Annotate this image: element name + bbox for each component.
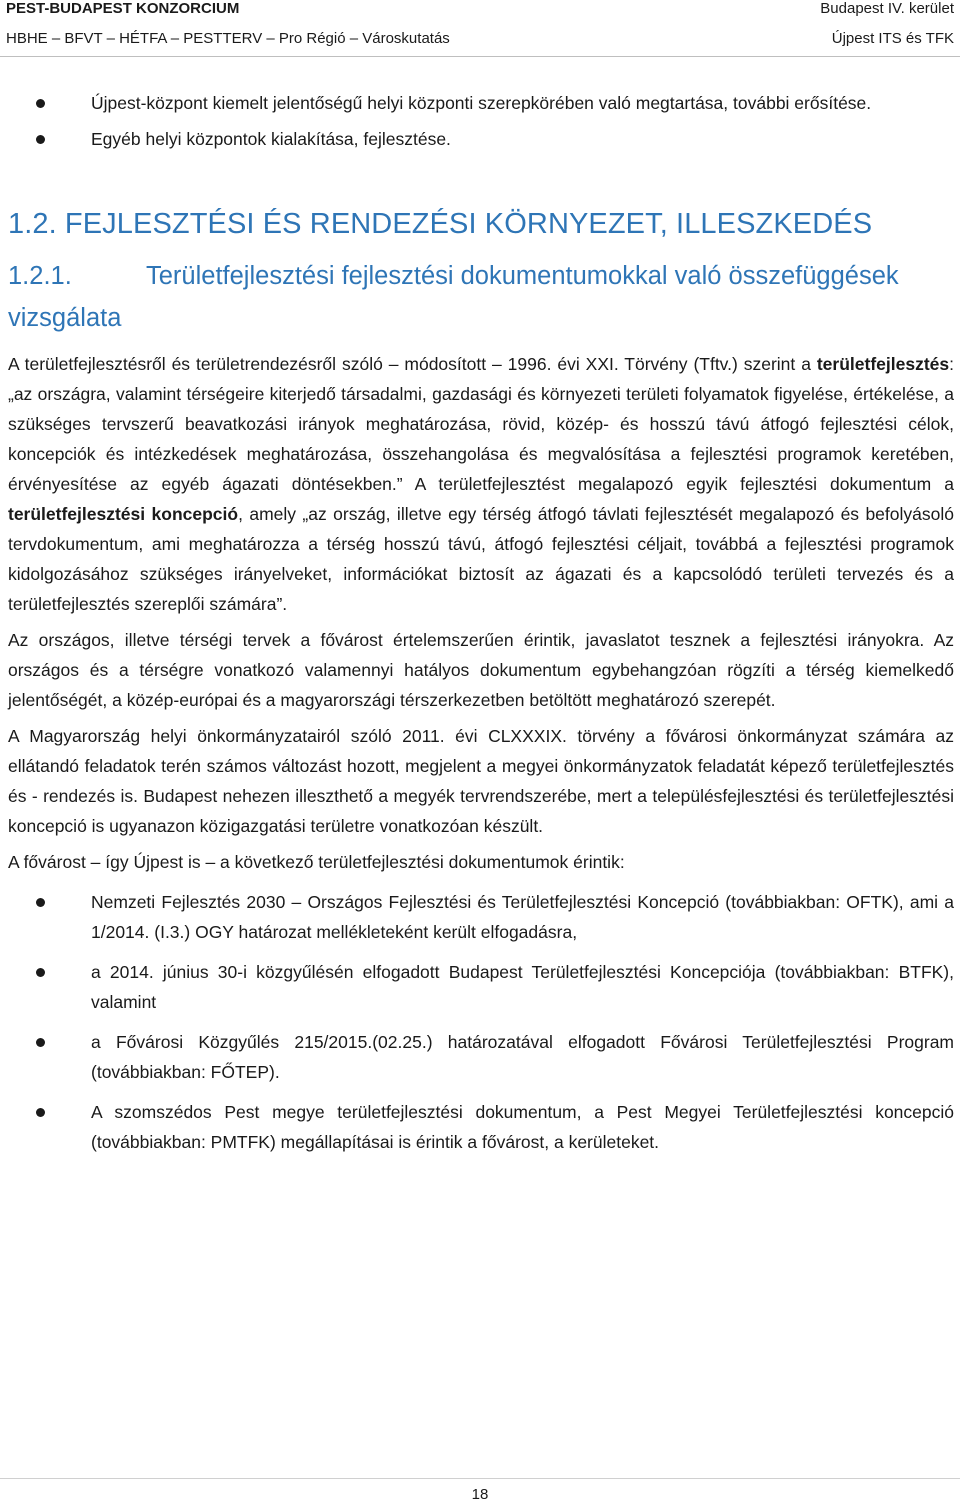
bullet-icon xyxy=(36,968,45,977)
paragraph-documents-intro: A fővárost – így Újpest is – a következő területfejlesztési dokumentumok érintik: xyxy=(8,852,625,872)
bullet-icon xyxy=(36,1038,45,1047)
list-item: a 2014. június 30-i közgyűlésén elfogadott Budapest Területfejlesztési Koncepciója (továbbiakban: BTFK), valamint xyxy=(8,957,954,1017)
bullet-icon xyxy=(36,135,45,144)
list-item: Újpest-központ kiemelt jelentőségű helyi központi szerepkörében való megtartása, további erősítése. xyxy=(8,88,954,118)
header-project: Újpest ITS és TFK xyxy=(831,30,954,47)
header-partners: HBHE – BFVT – HÉTFA – PESTTERV – Pro Régió – Városkutatás xyxy=(6,30,450,47)
bullet-icon xyxy=(36,1108,45,1117)
list-item: a Fővárosi Közgyűlés 215/2015.(02.25.) határozatával elfogadott Fővárosi Területfejlesztési Program (továbbiakban: FŐTEP). xyxy=(8,1027,954,1087)
footer-divider xyxy=(0,1478,960,1479)
subsection-number: 1.2.1. xyxy=(8,262,72,290)
header-district: Budapest IV. kerület xyxy=(820,0,954,17)
header-divider xyxy=(0,56,960,57)
subsection-heading xyxy=(8,255,954,339)
list-item: A szomszédos Pest megye területfejlesztési dokumentum, a Pest Megyei Területfejlesztési koncepció (továbbiakban: PMTFK) megállapításai is érintik a fővárost, a kerületeket. xyxy=(8,1097,954,1157)
section-heading: 1.2. FEJLESZTÉSI ÉS RENDEZÉSI KÖRNYEZET, ILLESZKEDÉS xyxy=(8,208,873,240)
list-item: Egyéb helyi központok kialakítása, fejlesztése. xyxy=(8,124,954,154)
bullet-list-top xyxy=(8,88,954,154)
page-body xyxy=(8,88,954,1167)
paragraph-tftv: A területfejlesztésről és területrendezésről szóló – módosított – 1996. évi XXI. Törvény (Tftv.) szerint a területfejlesztés: „az országra, valamint térségeire kiterjedő társadalmi, gazdasági és környezeti területi folyamatok figyelése, értékelése, a szükséges tervszerű beavatkozási irányok meghatározása, rövid, közép- és hosszú távú átfogó fejlesztési célok, koncepciók és intézkedések meghatározása, összehangolása és megvalósítása a fejlesztési programok keretében, érvényesítése az egyéb ágazati döntésekben.” A területfejlesztést megalapozó egyik fejlesztési dokumentum a területfejlesztési koncepció, amely „az ország, illetve egy térség átfogó távlati fejlesztését megalapozó és befolyásoló tervdokumentum, ami meghatározza a térség hosszú távú, átfogó fejlesztési céljait, továbbá a fejlesztési programok kidolgozásához szükséges irányelveket, információkat biztosít az ágazati és a kapcsolódó területi tervezés és a területfejlesztés szereplői számára”. xyxy=(8,354,954,614)
header-org: PEST-BUDAPEST KONZORCIUM xyxy=(6,0,240,17)
paragraph-local-government-law: A Magyarország helyi önkormányzatairól szóló 2011. évi CLXXXIX. törvény a fővárosi önkormányzat számára az ellátandó feladatok terén számos változást hozott, megjelent a megyei önkormányzatok feladatát képező területfejlesztés és - rendezés is. Budapest nehezen illeszthető a megyék tervrendszerébe, mert a településfejlesztési és területfejlesztési koncepció is ugyanazon közigazgatási területre vonatkozóan készült. xyxy=(8,726,954,836)
page-number: 18 xyxy=(471,1486,489,1503)
paragraph-national-plans: Az országos, illetve térségi tervek a fővárost értelemszerűen érintik, javaslatot tesznek a fejlesztési irányokra. Az országos és a térségre vonatkozó valamennyi hatályos dokumentum egybehangzóan rögzíti a térség kiemelkedő jelentőségét, a közép-európai és a magyarországi térszerkezetben betöltött meghatározó szerepét. xyxy=(8,630,954,710)
bullet-icon xyxy=(36,898,45,907)
subsection-title: Területfejlesztési fejlesztési dokumentumokkal való összefüggések vizsgálata xyxy=(8,262,899,332)
page-header xyxy=(0,0,960,56)
bullet-icon xyxy=(36,99,45,108)
list-item: Nemzeti Fejlesztés 2030 – Országos Fejlesztési és Területfejlesztési Koncepció (továbbiakban: OFTK), ami a 1/2014. (I.3.) OGY határozat mellékleteként került elfogadásra, xyxy=(8,887,954,947)
bullet-list-documents xyxy=(8,887,954,1157)
